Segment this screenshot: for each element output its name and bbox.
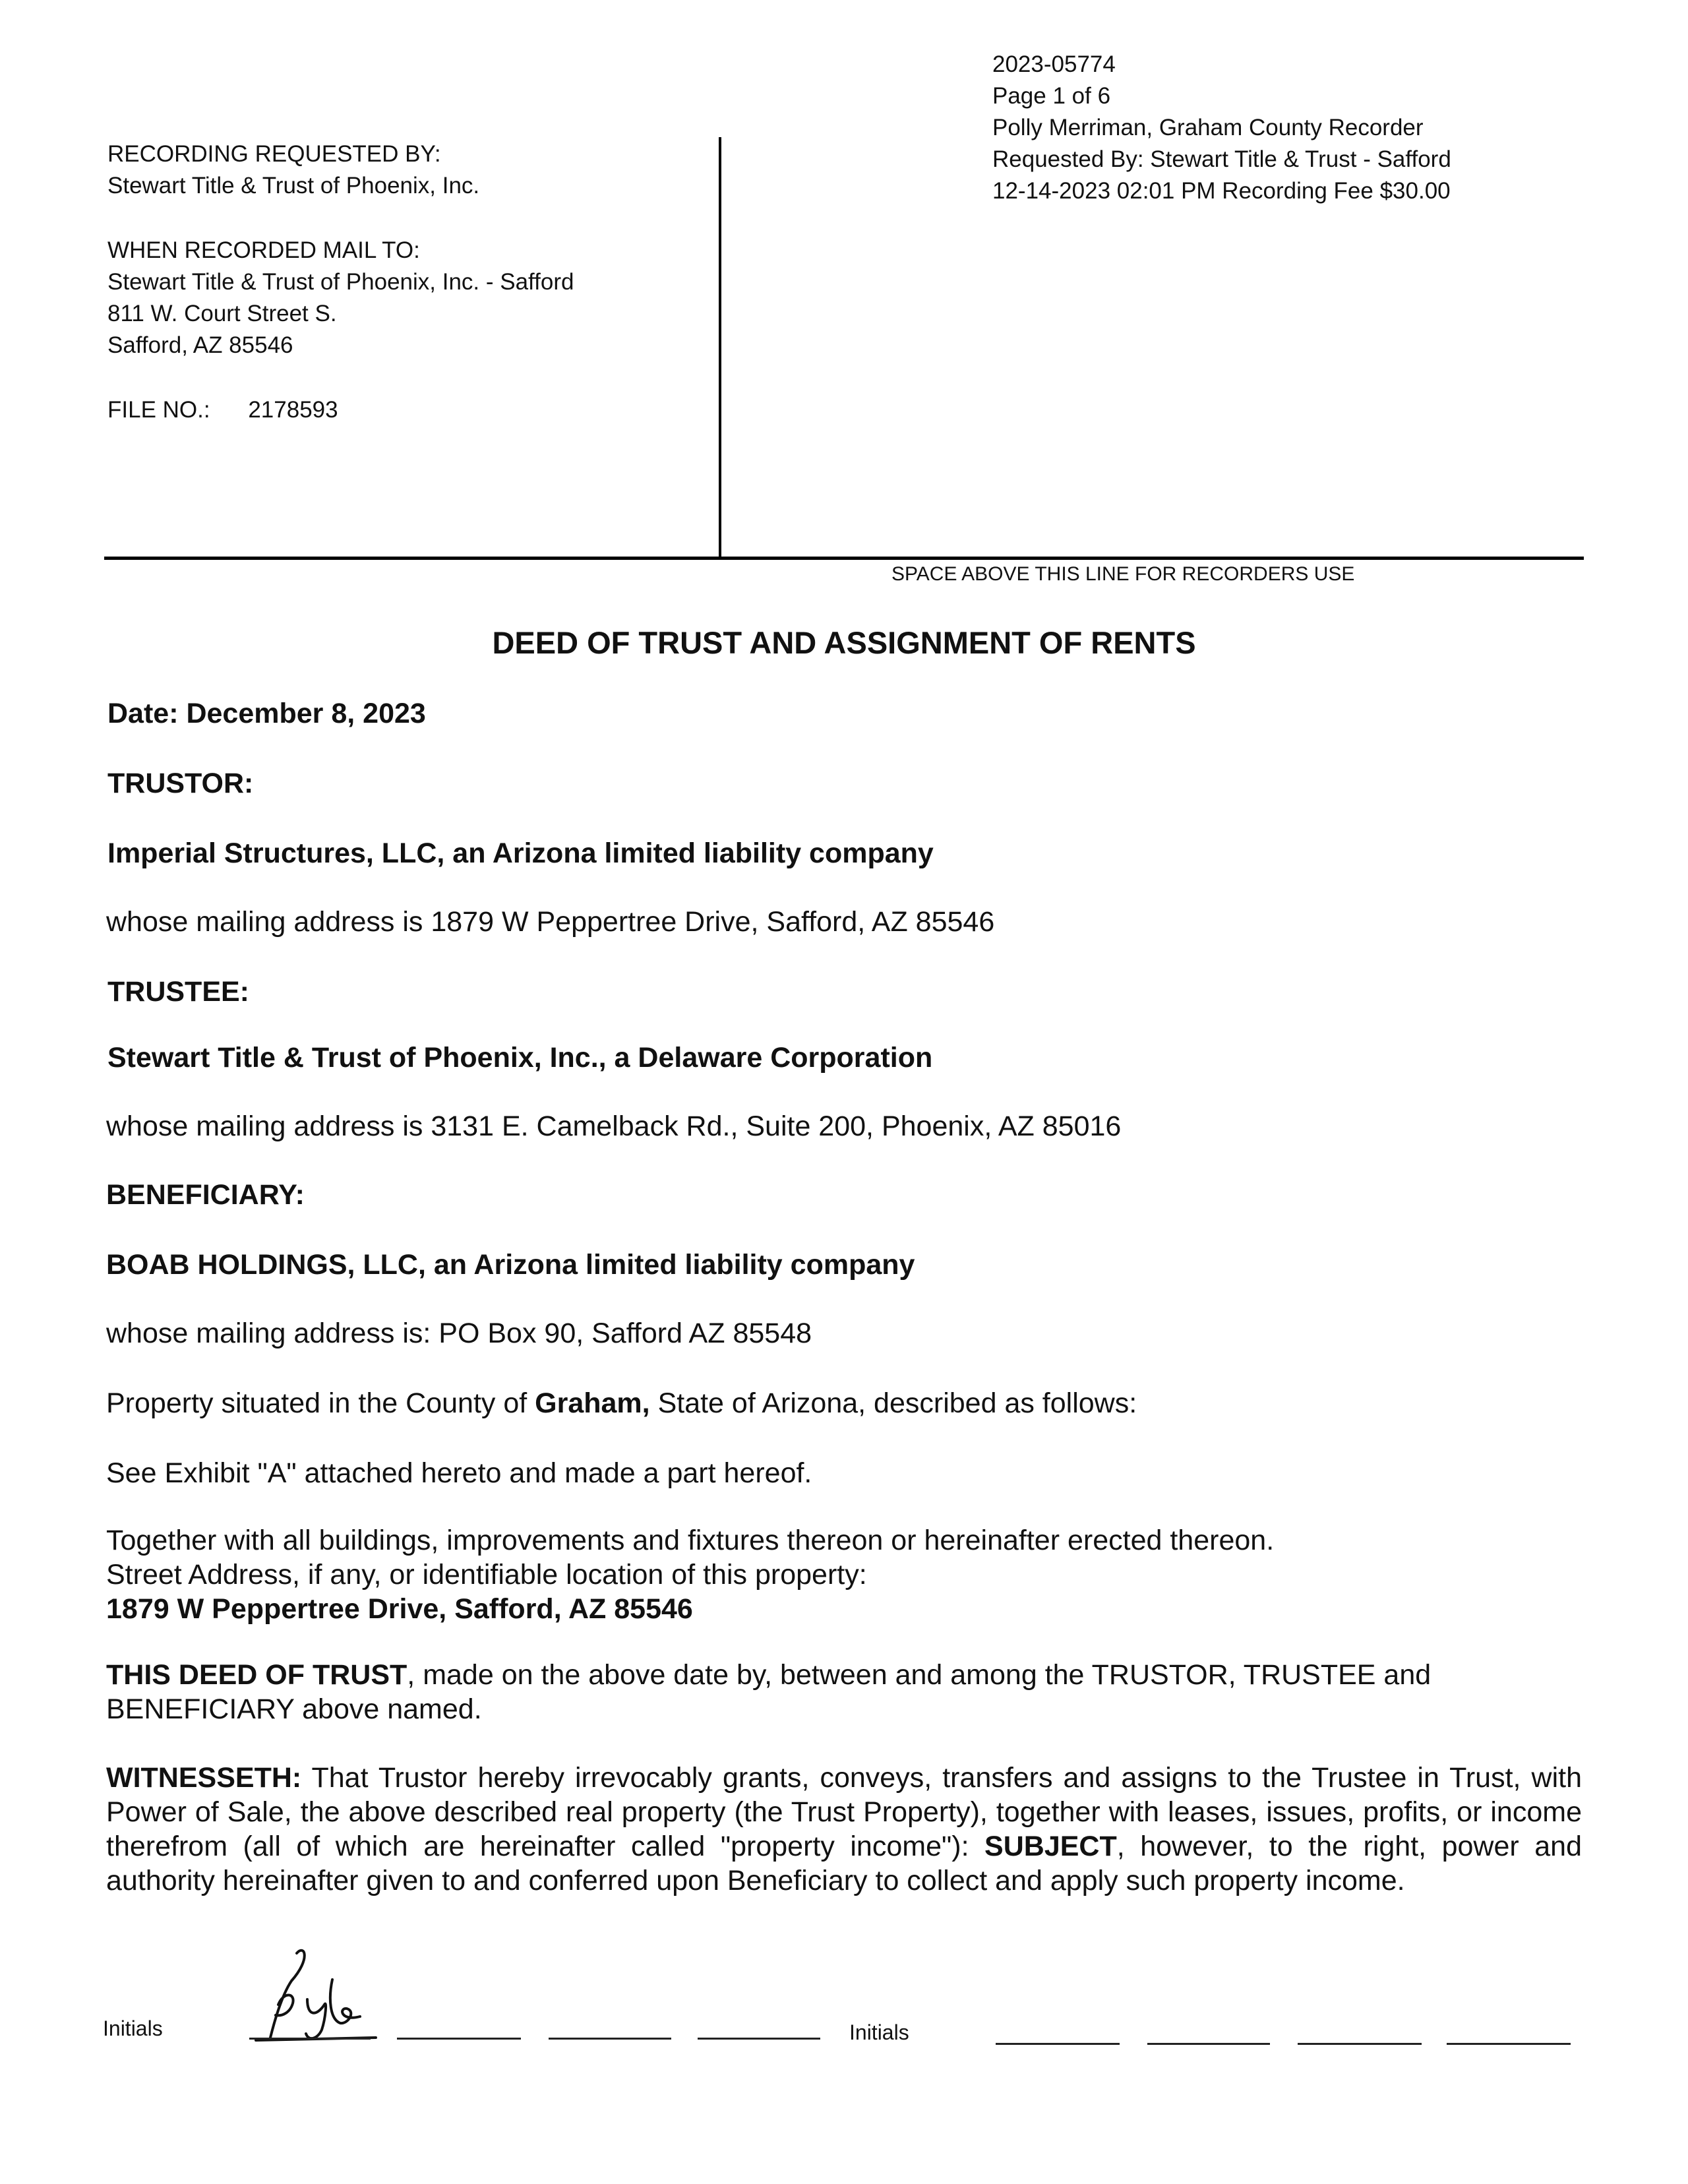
document-date: Date: December 8, 2023 <box>107 698 426 729</box>
recording-timestamp: 12-14-2023 02:01 PM Recording Fee $30.00 <box>992 178 1451 204</box>
initials-line-8 <box>1447 2043 1571 2045</box>
file-number-value: 2178593 <box>248 397 338 423</box>
page-count: Page 1 of 6 <box>992 83 1111 109</box>
mail-to-line-2: 811 W. Court Street S. <box>107 301 337 326</box>
initials-line-5 <box>996 2043 1120 2045</box>
property-exhibit: See Exhibit "A" attached hereto and made a part hereof. <box>106 1457 812 1489</box>
header-vertical-divider <box>719 137 721 559</box>
trustor-label: TRUSTOR: <box>107 768 254 799</box>
initials-line-7 <box>1298 2043 1422 2045</box>
property-together-block <box>106 1523 1274 1626</box>
beneficiary-name: BOAB HOLDINGS, LLC, an Arizona limited liability company <box>106 1249 915 1281</box>
initials-line-3 <box>549 2038 671 2040</box>
trustor-name: Imperial Structures, LLC, an Arizona limited liability company <box>107 837 934 869</box>
file-number <box>107 394 338 426</box>
recorder-space-line <box>104 557 1584 560</box>
recording-requested-block <box>107 138 479 202</box>
recorder-stamp <box>992 49 1451 207</box>
mail-to-line-3: Safford, AZ 85546 <box>107 332 293 358</box>
document-title: DEED OF TRUST AND ASSIGNMENT OF RENTS <box>492 625 1196 660</box>
mail-to-label: WHEN RECORDED MAIL TO: <box>107 237 420 263</box>
file-number-label: FILE NO.: <box>107 397 210 423</box>
initials-line-1 <box>249 2038 371 2040</box>
witnesseth-subject: SUBJECT <box>984 1831 1117 1862</box>
deed-paragraph-lead: THIS DEED OF TRUST <box>106 1659 407 1691</box>
property-street-address: 1879 W Peppertree Drive, Safford, AZ 85546 <box>106 1593 693 1625</box>
property-county-line <box>106 1386 1137 1420</box>
beneficiary-label: BENEFICIARY: <box>106 1179 305 1211</box>
initials-line-2 <box>397 2038 521 2040</box>
deed-paragraph-text: , made on the above date by, between and among the TRUSTOR, TRUSTEE and BENEFICIARY above named. <box>106 1659 1432 1725</box>
beneficiary-address: whose mailing address is: PO Box 90, Safford AZ 85548 <box>106 1318 812 1349</box>
initials-right-label: Initials <box>849 2020 909 2044</box>
property-county: Graham, <box>535 1387 650 1419</box>
property-together: Together with all buildings, improvements and fixtures thereon or hereinafter erected thereon. <box>106 1525 1275 1556</box>
initials-line-4 <box>698 2038 820 2040</box>
trustor-initials-signature <box>244 1939 382 2051</box>
property-street-label: Street Address, if any, or identifiable location of this property: <box>106 1559 867 1591</box>
property-county-suffix: State of Arizona, described as follows: <box>649 1387 1137 1419</box>
mail-to-block <box>107 235 574 361</box>
witnesseth-text-2: , however, to the right, power and authority hereinafter given to and conferred upon Beneficiary to collect and apply such property income. <box>106 1831 1582 1896</box>
requested-by-label: RECORDING REQUESTED BY: <box>107 141 441 167</box>
recorder-space-note: SPACE ABOVE THIS LINE FOR RECORDERS USE <box>891 563 1355 585</box>
recording-number: 2023-05774 <box>992 51 1116 77</box>
trustee-label: TRUSTEE: <box>107 976 249 1008</box>
property-county-prefix: Property situated in the County of <box>106 1387 535 1419</box>
trustee-address: whose mailing address is 3131 E. Camelback Rd., Suite 200, Phoenix, AZ 85016 <box>106 1110 1122 1142</box>
witnesseth-paragraph <box>106 1761 1582 1898</box>
witnesseth-lead: WITNESSETH: <box>106 1762 302 1794</box>
witnesseth-text-1: That Trustor hereby irrevocably grants, conveys, transfers and assigns to the Trustee in Trust, with Power of Sale, the above described real property (the Trust Property), together with leases, issues, profits, or income therefrom (all of which are hereinafter called "property income"): <box>106 1762 1582 1862</box>
initials-line-6 <box>1147 2043 1270 2045</box>
trustee-name: Stewart Title & Trust of Phoenix, Inc., a Delaware Corporation <box>107 1042 933 1074</box>
trustor-address: whose mailing address is 1879 W Peppertree Drive, Safford, AZ 85546 <box>106 906 995 938</box>
requested-by-name: Stewart Title & Trust of Phoenix, Inc. <box>107 173 480 198</box>
requested-by-stamp: Requested By: Stewart Title & Trust - Safford <box>992 146 1451 172</box>
deed-paragraph <box>106 1658 1530 1726</box>
recorder-name: Polly Merriman, Graham County Recorder <box>992 115 1424 140</box>
initials-left-label: Initials <box>103 2017 163 2040</box>
mail-to-line-1: Stewart Title & Trust of Phoenix, Inc. - Safford <box>107 269 574 295</box>
